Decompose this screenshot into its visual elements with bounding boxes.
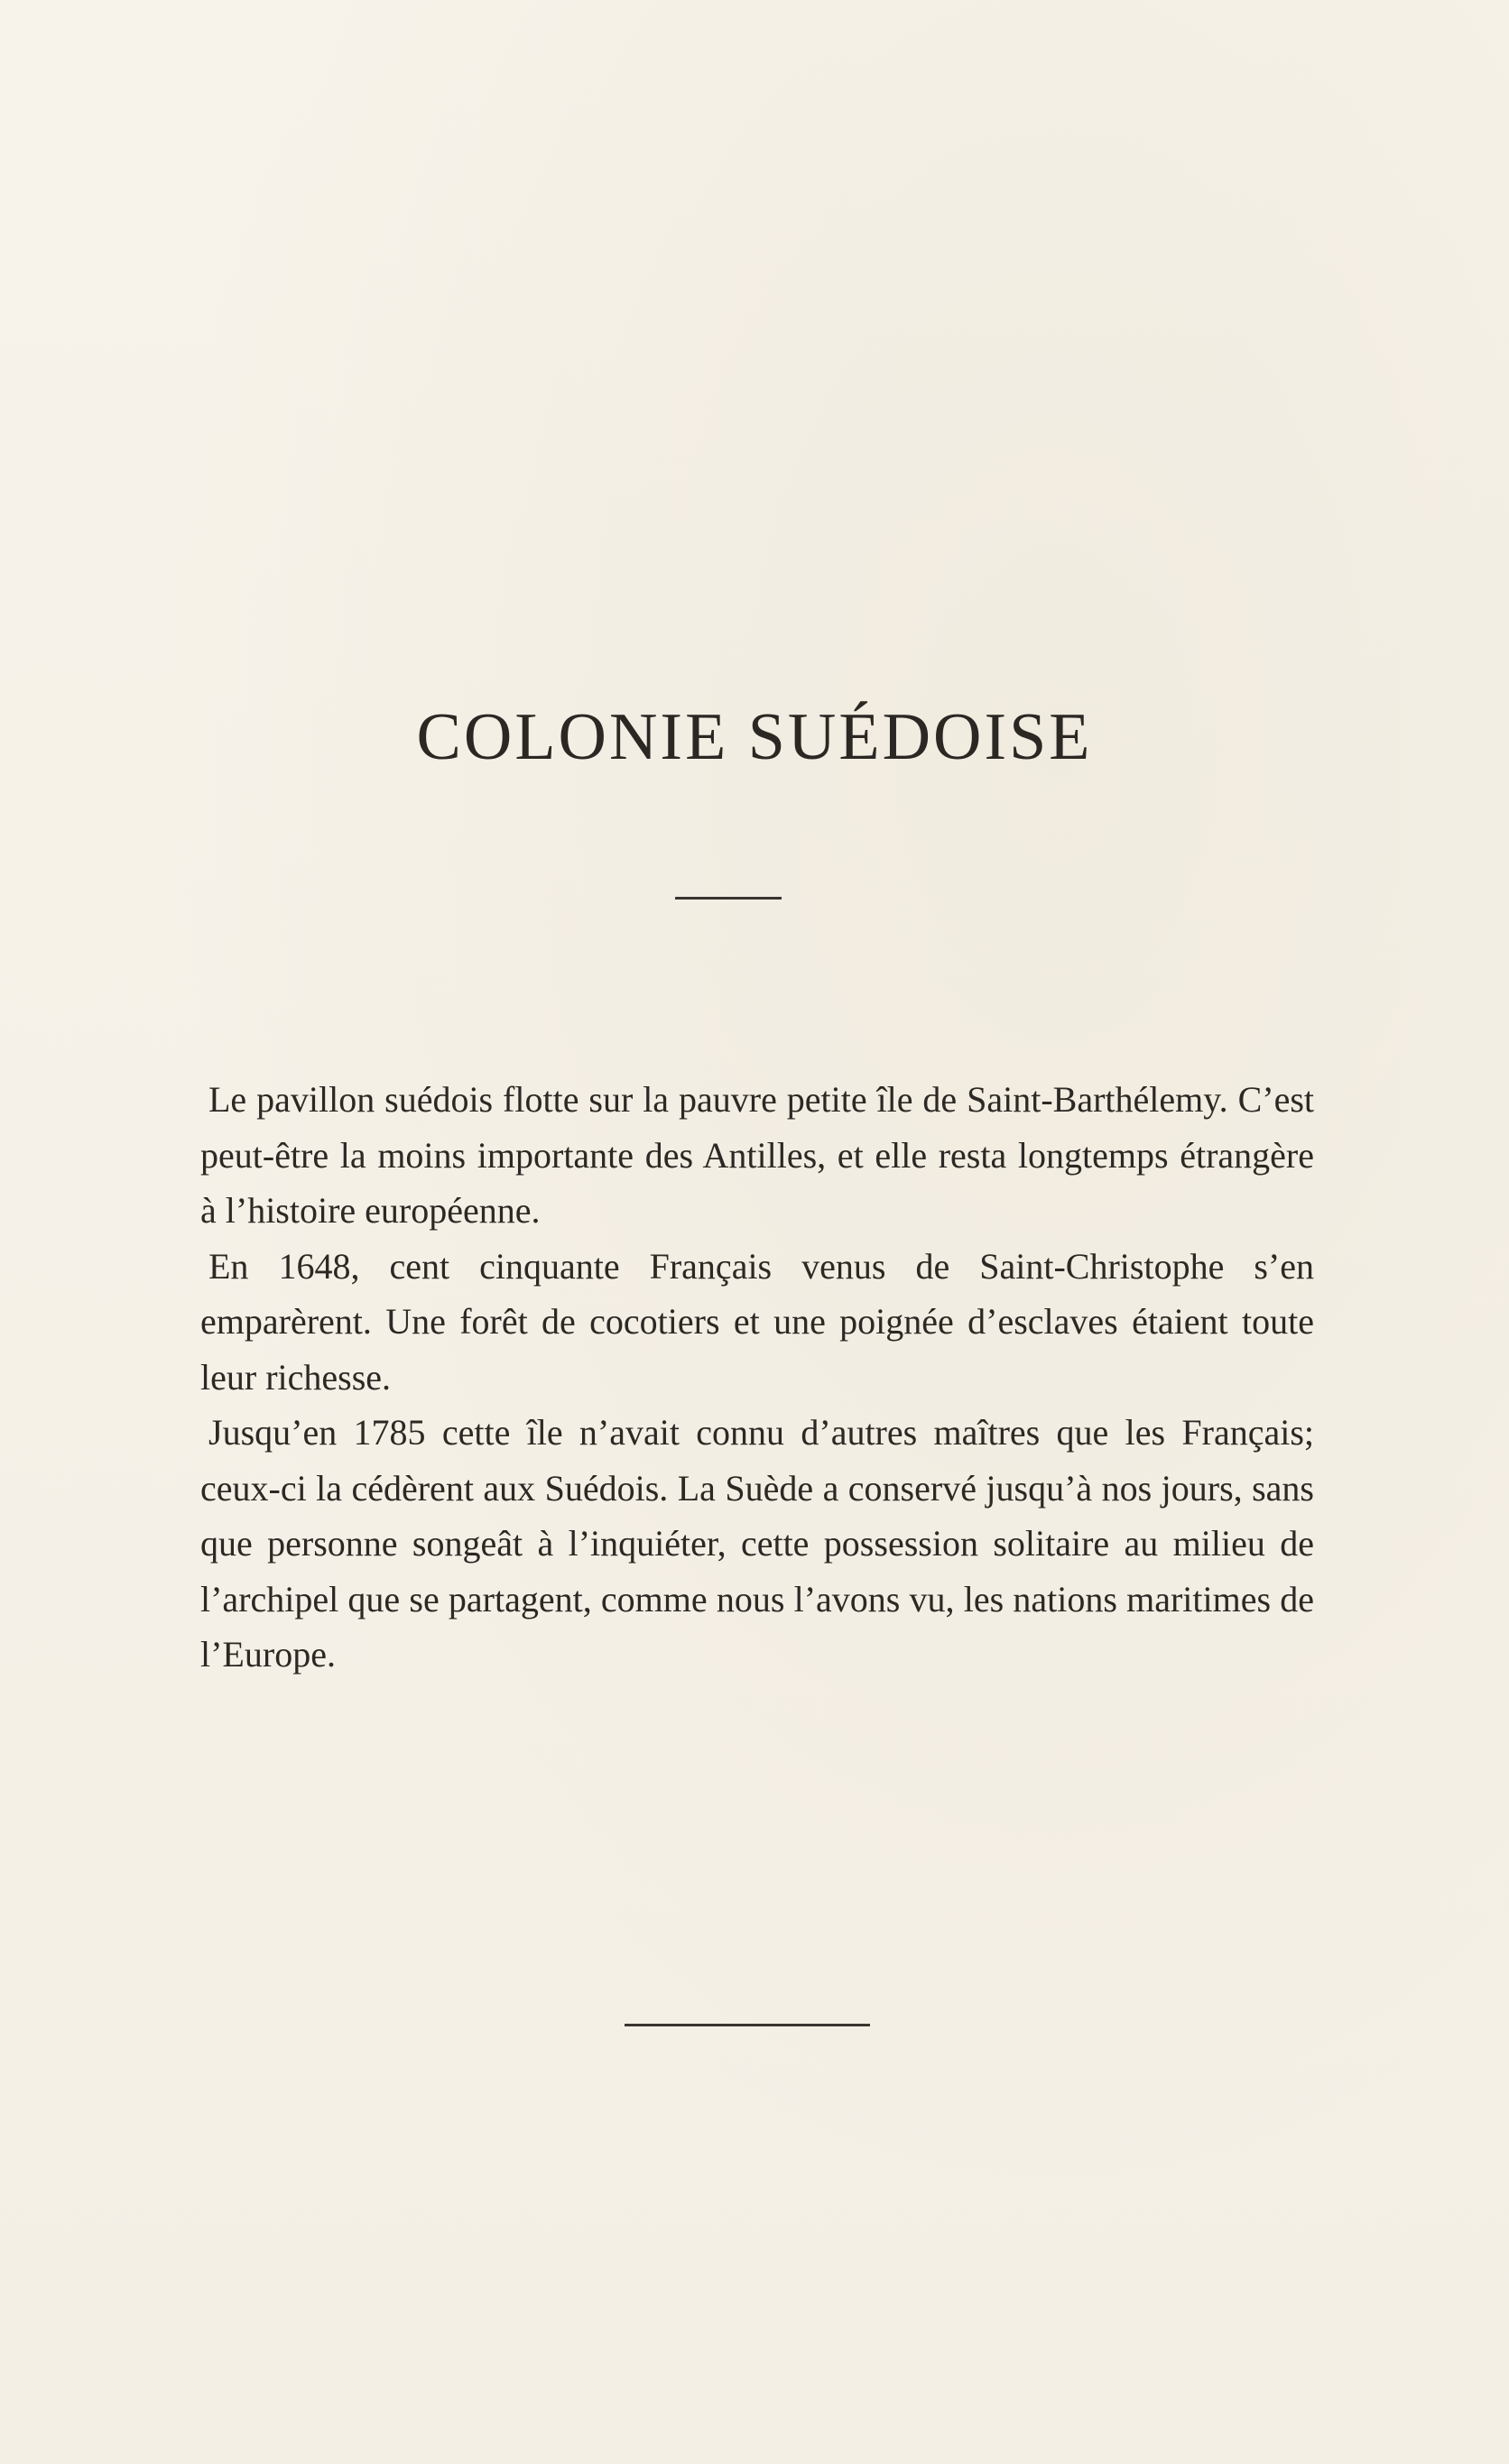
paragraph-2: En 1648, cent cinquante Français venus de Saint-Christophe s’en emparèrent. Une forêt de cocotiers et une poignée d’esclaves étaient toute leur richesse.	[200, 1245, 1314, 1398]
chapter-body	[200, 1072, 1314, 1683]
paragraph-1: Le pavillon suédois flotte sur la pauvre petite île de Saint-Barthélemy. C’est peut-être la moins importante des Antilles, et elle resta longtemps étrangère à l’histoire européenne.	[200, 1079, 1314, 1231]
paragraph-3: Jusqu’en 1785 cette île n’avait connu d’autres maîtres que les Français; ceux-ci la cédèrent aux Suédois. La Suède a conservé jusqu’à nos jours, sans que personne songeât à l’inquiéter, cette possession solitaire au milieu de l’archipel que se partagent, comme nous l’avons vu, les nations maritimes de l’Europe.	[200, 1412, 1314, 1675]
title-divider-rule	[675, 897, 782, 900]
closing-divider-rule	[625, 2024, 870, 2026]
chapter-title: COLONIE SUÉDOISE	[416, 700, 1093, 774]
